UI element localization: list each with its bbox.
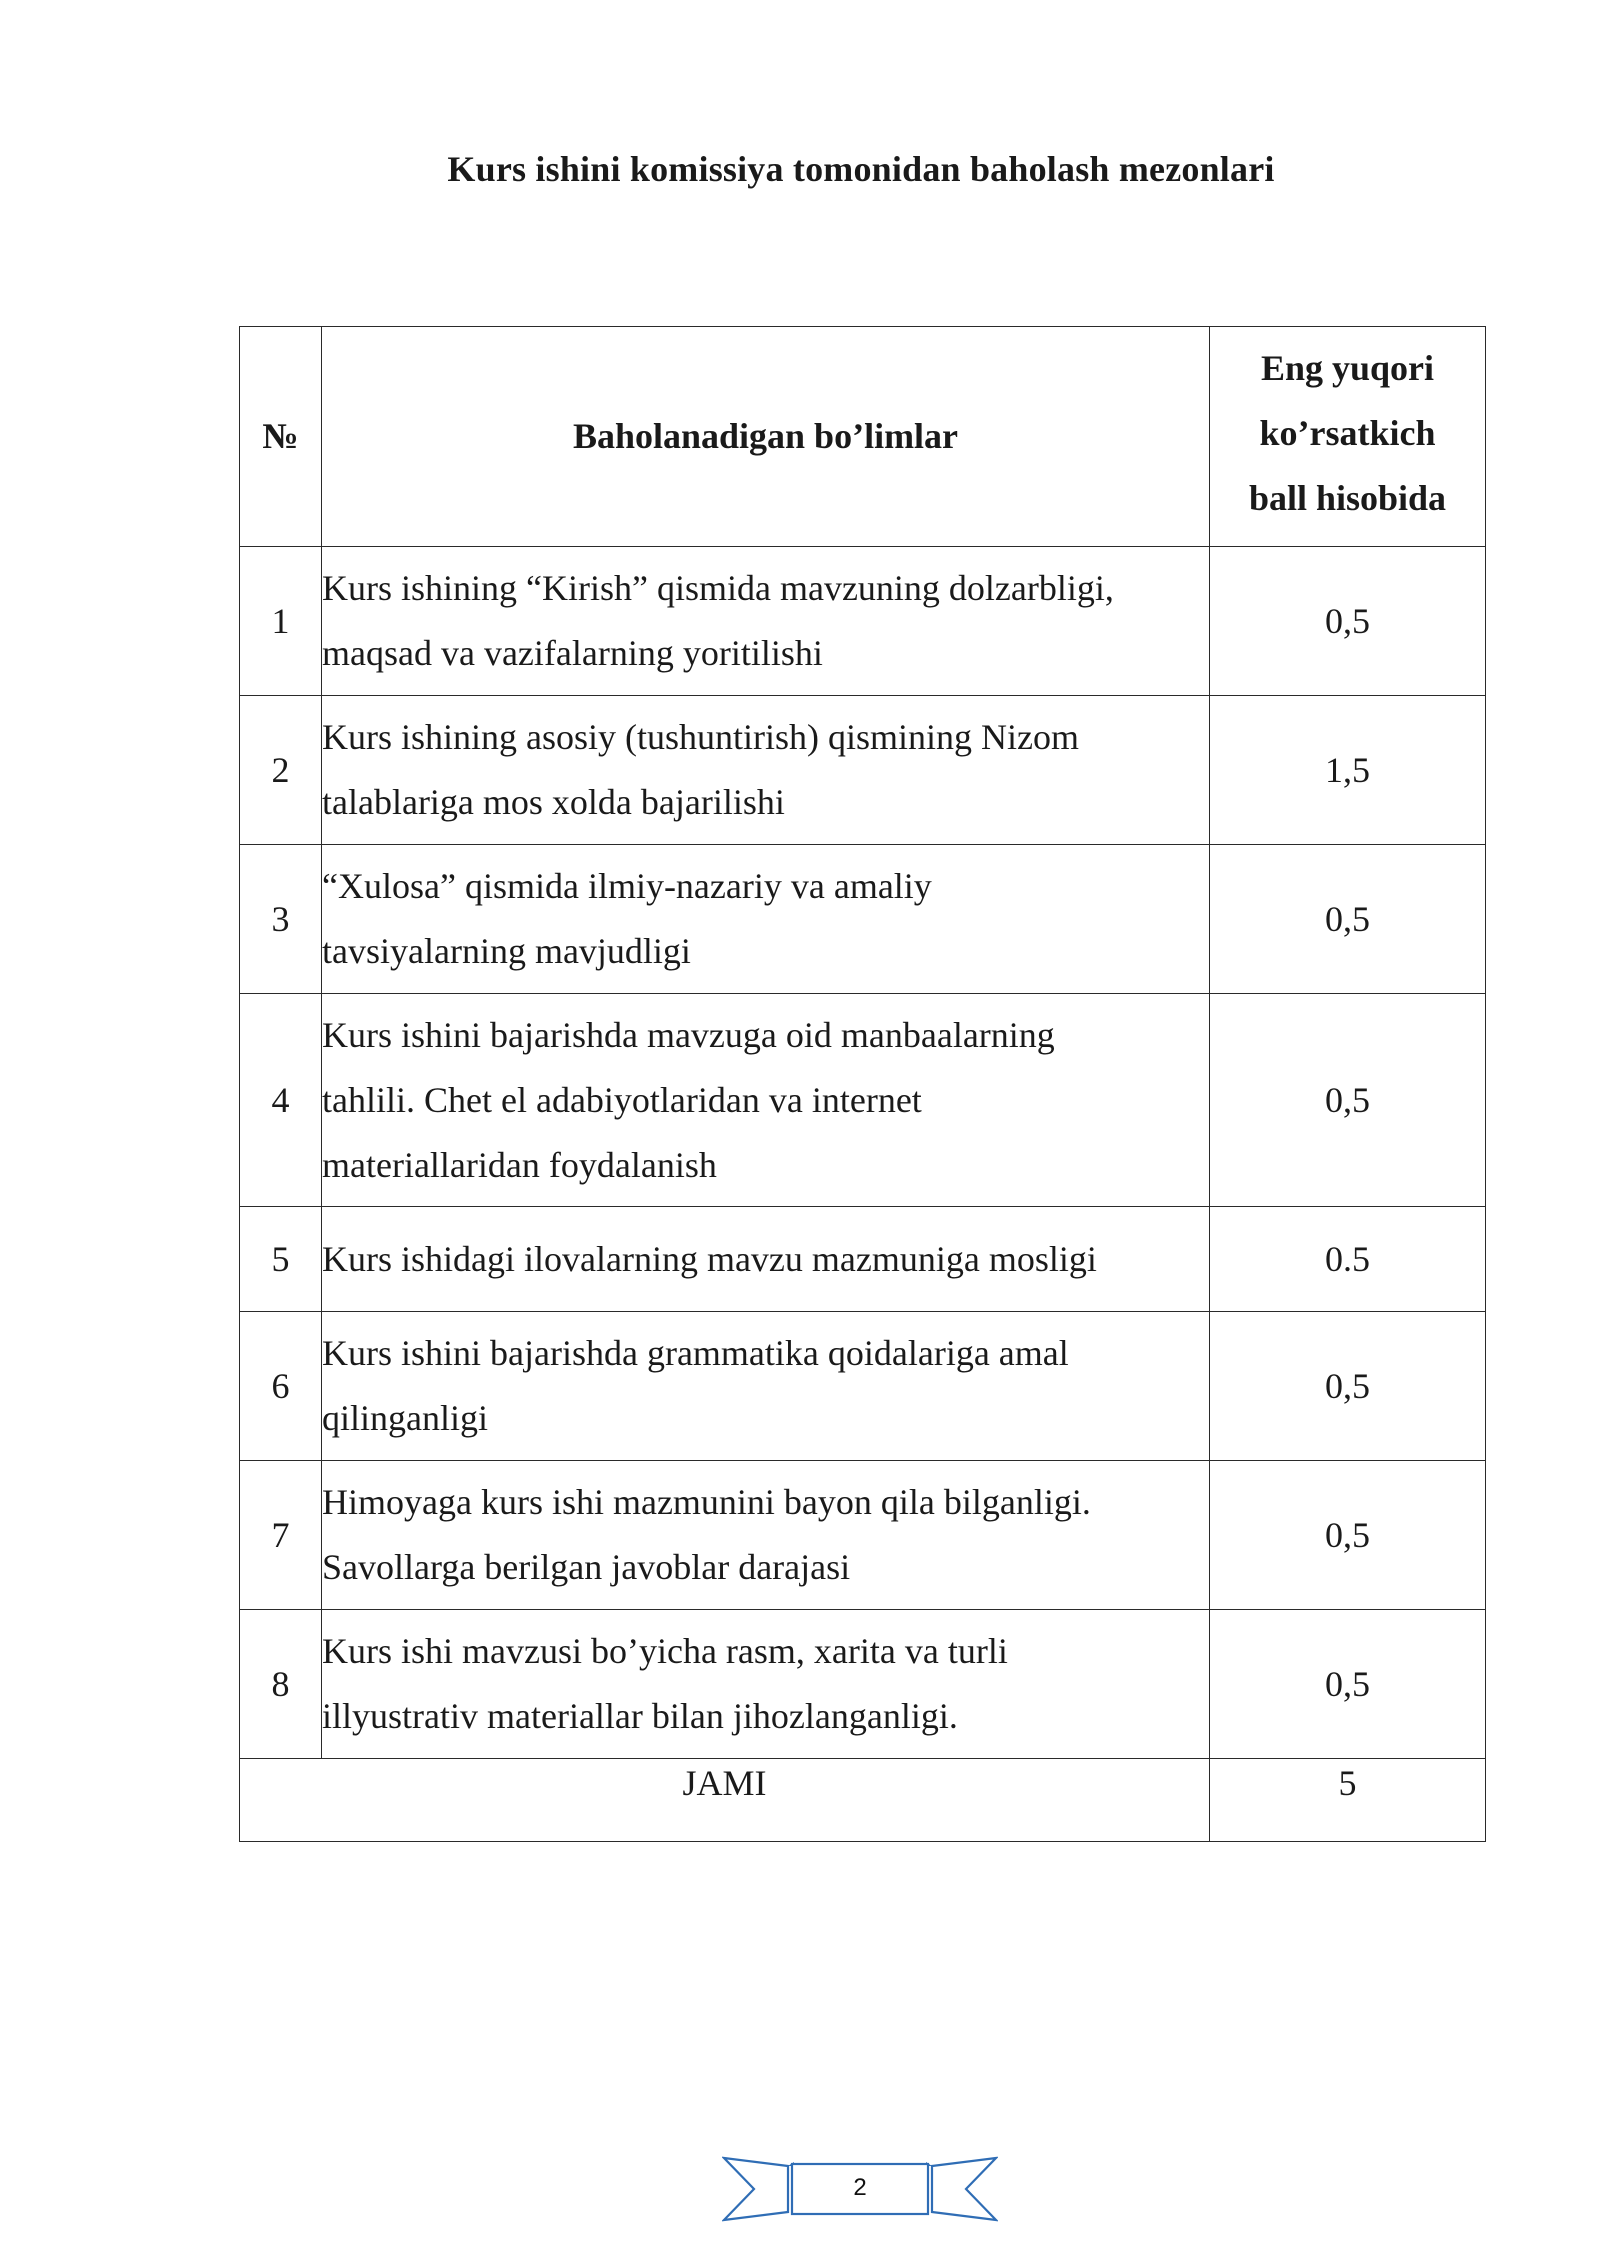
table-row: [240, 696, 1486, 845]
table-row: [240, 1610, 1486, 1759]
row-description-line: tavsiyalarning mavjudligi: [322, 931, 691, 971]
row-description-line: maqsad va vazifalarning yoritilishi: [322, 633, 823, 673]
row-number: 4: [240, 994, 322, 1207]
row-number: 6: [240, 1312, 322, 1461]
row-description-line: Savollarga berilgan javoblar darajasi: [322, 1547, 851, 1587]
page-number: 2: [853, 2174, 867, 2201]
row-description-line: Kurs ishini bajarishda grammatika qoidalariga amal: [322, 1333, 1069, 1373]
row-description-line: talablariga mos xolda bajarilishi: [322, 782, 785, 822]
row-description-line: tahlili. Chet el adabiyotlaridan va internet: [322, 1079, 922, 1120]
table-row: [240, 994, 1486, 1207]
table-row: [240, 1461, 1486, 1610]
criteria-table: [239, 326, 1486, 1842]
row-description: [322, 1461, 1210, 1610]
row-description: [322, 994, 1210, 1207]
row-number: 5: [240, 1207, 322, 1312]
row-points: 0,5: [1210, 994, 1486, 1207]
table-row: [240, 845, 1486, 994]
total-row: [240, 1759, 1486, 1842]
row-description: [322, 845, 1210, 994]
row-description-line: materiallaridan foydalanish: [322, 1144, 717, 1185]
row-description-line: Kurs ishining asosiy (tushuntirish) qismining Nizom: [322, 717, 1080, 757]
row-points: 0,5: [1210, 845, 1486, 994]
total-label: JAMI: [240, 1759, 1210, 1842]
row-description-line: Himoyaga kurs ishi mazmunini bayon qila bilganligi.: [322, 1482, 1091, 1522]
row-number: 3: [240, 845, 322, 994]
row-description: [322, 1610, 1210, 1759]
row-points: 0,5: [1210, 1610, 1486, 1759]
header-section: Baholanadigan bo’limlar: [322, 327, 1210, 547]
row-number: 8: [240, 1610, 322, 1759]
row-description-line: qilinganligi: [322, 1398, 488, 1438]
row-description: [322, 1312, 1210, 1461]
table-row: [240, 1312, 1486, 1461]
header-points-line: ball hisobida: [1248, 478, 1447, 518]
row-points: 1,5: [1210, 696, 1486, 845]
table-row: [240, 547, 1486, 696]
row-points: 0,5: [1210, 1312, 1486, 1461]
row-description-line: “Xulosa” qismida ilmiy-nazariy va amaliy: [322, 866, 932, 906]
row-number: 7: [240, 1461, 322, 1610]
row-points: 0,5: [1210, 547, 1486, 696]
row-description: [322, 547, 1210, 696]
header-points-line: ko’rsatkich: [1259, 413, 1436, 453]
total-points: 5: [1210, 1759, 1486, 1842]
header-points-line: Eng yuqori: [1260, 348, 1435, 388]
row-description-line: Kurs ishini bajarishda mavzuga oid manbaalarning: [322, 1014, 1055, 1055]
row-number: 2: [240, 696, 322, 845]
row-description-line: illyustrativ materiallar bilan jihozlanganligi.: [322, 1696, 958, 1736]
row-points: 0.5: [1210, 1207, 1486, 1312]
row-points: 0,5: [1210, 1461, 1486, 1610]
row-description-line: Kurs ishining “Kirish” qismida mavzuning dolzarbligi,: [322, 568, 1114, 608]
page-title: Kurs ishini komissiya tomonidan baholash mezonlari: [447, 149, 1275, 189]
header-number: №: [240, 327, 322, 547]
row-description-line: Kurs ishidagi ilovalarning mavzu mazmuniga mosligi: [322, 1238, 1097, 1279]
row-description-line: Kurs ishi mavzusi bo’yicha rasm, xarita va turli: [322, 1631, 1008, 1671]
header-points: [1210, 327, 1486, 547]
row-number: 1: [240, 547, 322, 696]
table-row: [240, 1207, 1486, 1312]
row-description: [322, 696, 1210, 845]
row-description: [322, 1207, 1210, 1312]
page-number-ribbon: [722, 2152, 998, 2228]
table-header-row: [240, 327, 1486, 547]
